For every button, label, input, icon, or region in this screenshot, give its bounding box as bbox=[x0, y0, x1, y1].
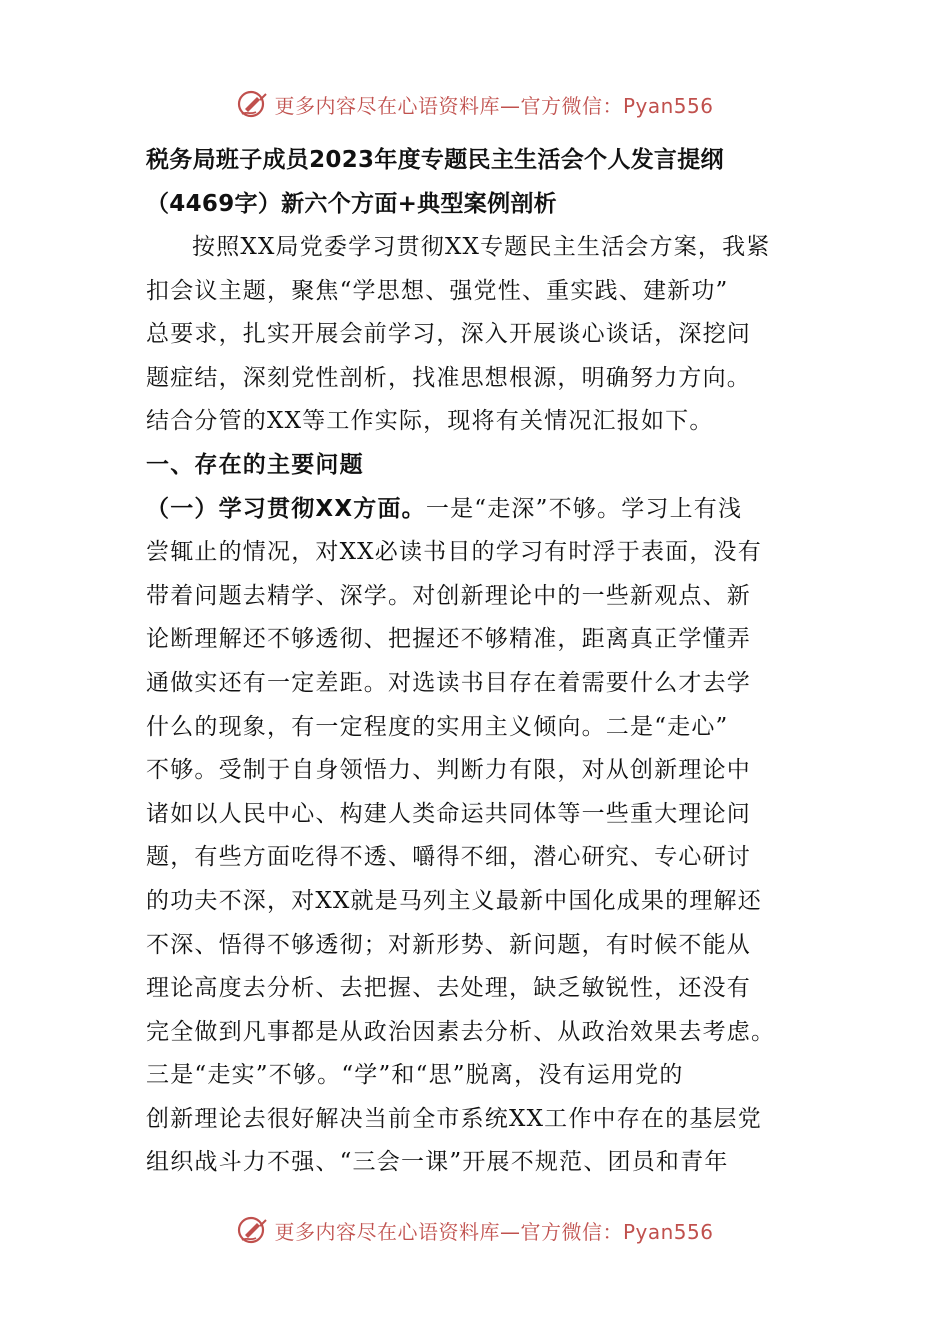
body-line: 带着问题去精学、深学。对创新理论中的一些新观点、新 bbox=[146, 582, 751, 609]
body-line: 不深、悟得不够透彻；对新形势、新问题，有时候不能从 bbox=[146, 931, 751, 958]
body-line: 的功夫不深，对XX就是马列主义最新中国化成果的理解还 bbox=[146, 887, 762, 914]
document-body bbox=[146, 138, 806, 1185]
subsection-first-line bbox=[146, 488, 806, 532]
section-heading: 一、存在的主要问题 bbox=[146, 451, 364, 478]
intro-line: 结合分管的XX等工作实际，现将有关情况汇报如下。 bbox=[146, 408, 714, 435]
body-line: 诸如以人民中心、构建人类命运共同体等一些重大理论问 bbox=[146, 800, 751, 827]
body-line: 组织战斗力不强、“三会一课”开展不规范、团员和青年 bbox=[146, 1149, 729, 1176]
body-line: 完全做到凡事都是从政治因素去分析、从政治效果去考虑。 bbox=[146, 1018, 776, 1045]
intro-line: 总要求，扎实开展会前学习，深入开展谈心谈话，深挖问 bbox=[146, 321, 751, 348]
body-line: 论断理解还不够透彻、把握还不够精准，距离真正学懂弄 bbox=[146, 626, 751, 653]
pen-logo-icon bbox=[236, 1213, 270, 1247]
watermark-banner-bottom bbox=[0, 1210, 950, 1250]
body-line: 题，有些方面吃得不透、嚼得不细，潜心研究、专心研讨 bbox=[146, 844, 751, 871]
intro-line: 题症结，深刻党性剖析，找准思想根源，明确努力方向。 bbox=[146, 364, 751, 391]
watermark-banner-top bbox=[0, 84, 950, 124]
body-line: 尝辄止的情况，对XX必读书目的学习有时浮于表面，没有 bbox=[146, 539, 762, 566]
pen-logo-icon bbox=[236, 87, 270, 121]
body-line: 三是“走实”不够。“学”和“思”脱离，没有运用党的 bbox=[146, 1062, 684, 1089]
subsection-heading: （一）学习贯彻XX方面。 bbox=[146, 495, 426, 522]
document-title-line-2: （4469字）新六个方面+典型案例剖析 bbox=[146, 191, 557, 217]
watermark-text: 更多内容尽在心语资料库—官方微信：Pyan556 bbox=[274, 93, 714, 118]
intro-line: 按照XX局党委学习贯彻XX专题民主生活会方案，我紧 bbox=[192, 234, 771, 260]
watermark-text: 更多内容尽在心语资料库—官方微信：Pyan556 bbox=[274, 1219, 714, 1244]
body-line: 什么的现象，有一定程度的实用主义倾向。二是“走心” bbox=[146, 713, 729, 740]
intro-line: 扣会议主题，聚焦“学思想、强党性、重实践、建新功” bbox=[146, 277, 729, 304]
body-line: 通做实还有一定差距。对选读书目存在着需要什么才去学 bbox=[146, 669, 751, 696]
body-line: 理论高度去分析、去把握、去处理，缺乏敏锐性，还没有 bbox=[146, 975, 751, 1002]
subsection-first-line-text: 一是“走深”不够。学习上有浅 bbox=[425, 495, 743, 522]
body-line: 创新理论去很好解决当前全市系统XX工作中存在的基层党 bbox=[146, 1105, 762, 1132]
body-line: 不够。受制于自身领悟力、判断力有限，对从创新理论中 bbox=[146, 757, 751, 784]
document-title-line-1: 税务局班子成员2023年度专题民主生活会个人发言提纲 bbox=[146, 147, 724, 173]
